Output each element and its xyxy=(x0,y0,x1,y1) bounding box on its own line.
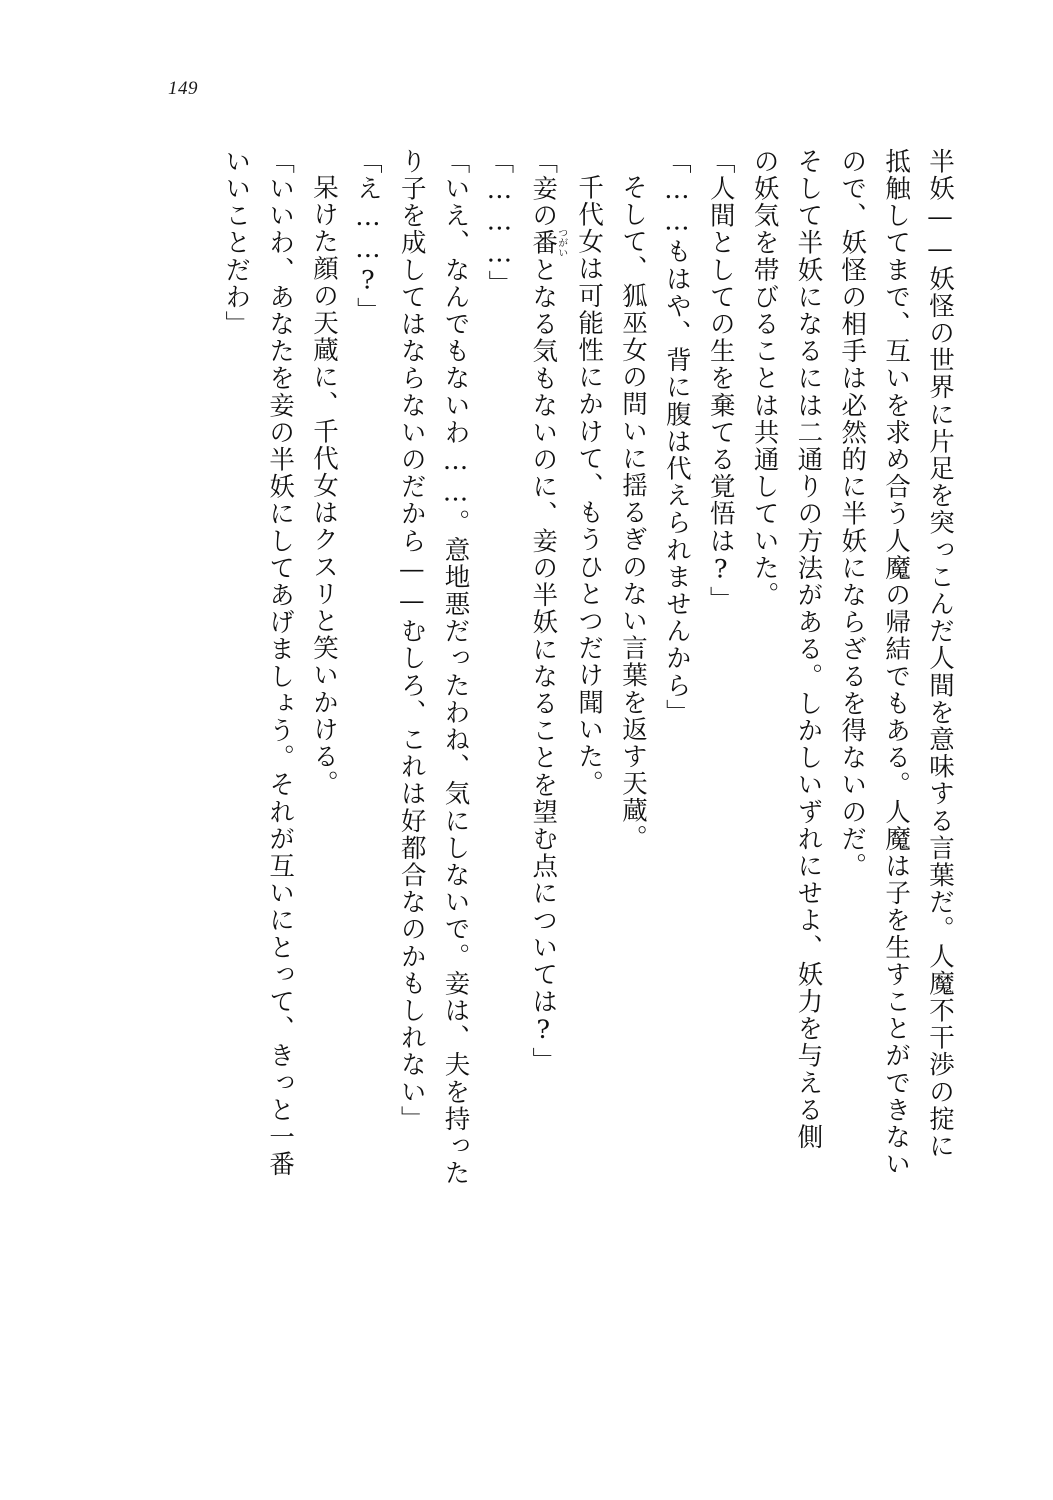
text-line: 呆けた顔の天蔵に、千代女はクスリと笑いかける。 xyxy=(308,174,339,798)
text-line: 「妾の番つがいとなる気もないのに、妾の半妖になることを望む点については?」 xyxy=(528,148,567,1074)
page-text-body xyxy=(141,148,961,1378)
text-line: 「え……?」 xyxy=(352,148,383,325)
text-line: 半妖——妖怪の世界に片足を突っこんだ人間を意味する言葉だ。人魔不干渉の掟に xyxy=(925,148,955,1160)
text-line: 「いいわ、あなたを妾の半妖にしてあげましょう。それが互いにとって、きっと一番 xyxy=(265,148,296,1178)
text-line: そして半妖になるには二通りの方法がある。しかしいずれにせよ、妖力を与える側 xyxy=(793,148,824,1151)
text-line: そして、狐巫女の問いに揺るぎのない言葉を返す天蔵。 xyxy=(617,174,648,852)
text-line: 千代女は可能性にかけて、もうひとつだけ聞いた。 xyxy=(574,174,605,798)
text-line: 「いえ、なんでもないわ……。意地悪だったわね、気にしないで。妾は、夫を持った xyxy=(440,148,471,1187)
text-line: ので、妖怪の相手は必然的に半妖にならざるを得ないのだ。 xyxy=(837,148,868,880)
text-line: 「……もはや、背に腹は代えられませんから」 xyxy=(661,148,692,727)
text-line: 「人間としての生を棄てる覚悟は?」 xyxy=(705,148,736,614)
text-line: 「………」 xyxy=(484,148,515,297)
page-number: 149 xyxy=(168,78,198,99)
text-line: の妖気を帯びることは共通していた。 xyxy=(749,148,780,609)
ruby-annotation: 番つがい xyxy=(528,227,567,258)
text-line: 抵触してまで、互いを求め合う人魔の帰結でもある。人魔は子を生すことができない xyxy=(881,148,912,1178)
text-line: り子を成してはならないのだから——むしろ、これは好都合なのかもしれない」 xyxy=(396,148,427,1133)
text-line: いいことだわ」 xyxy=(221,148,252,338)
